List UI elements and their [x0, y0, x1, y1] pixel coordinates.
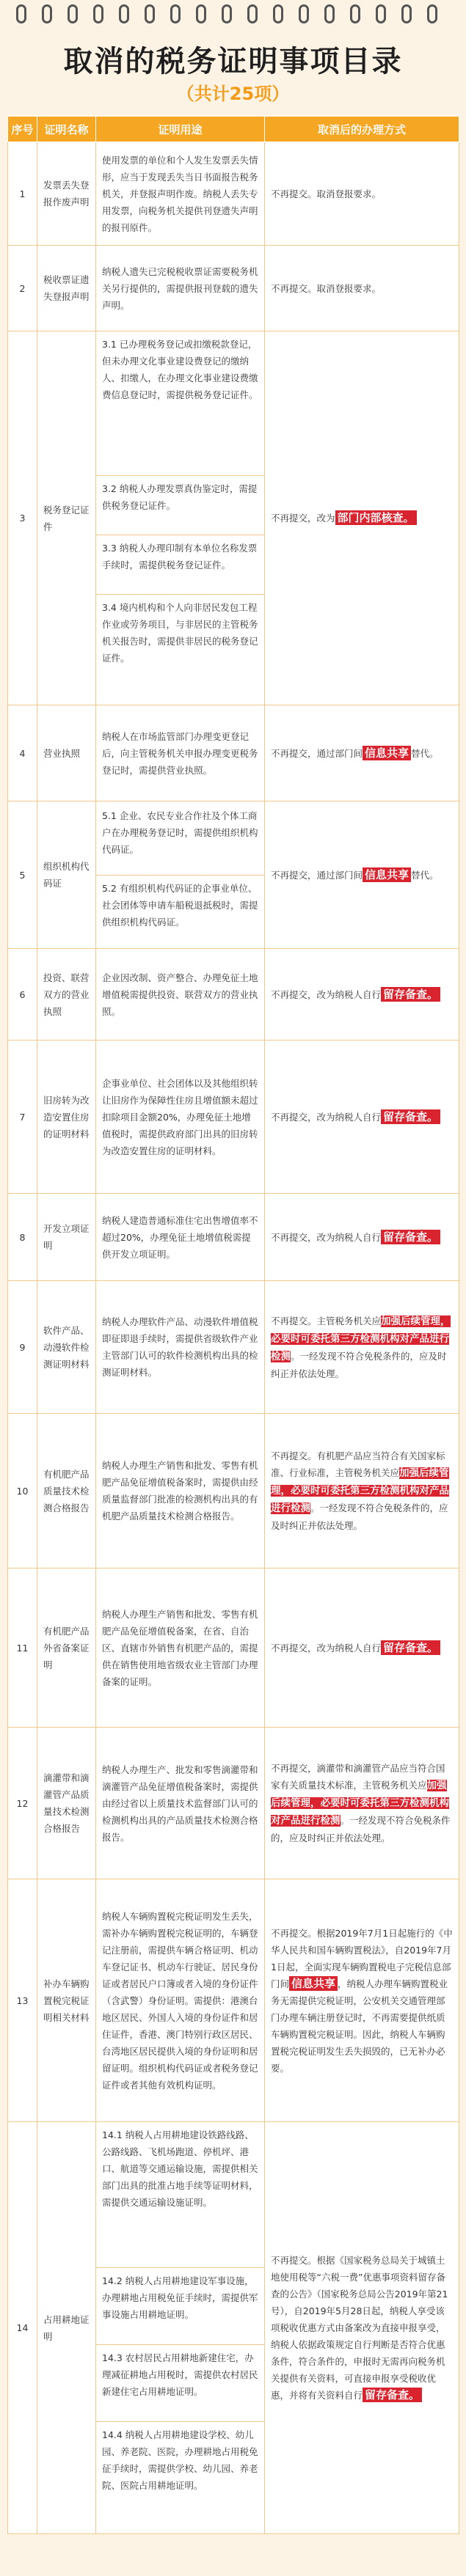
row-no: 2 [8, 246, 37, 331]
row-name: 有机肥产品外省备案证明 [37, 1568, 96, 1728]
use-subitem: 3.1 已办理税务登记或扣缴税款登记，但未办理文化事业建设费登记的缴纳人、扣缴人，在办理文化事业建设费缴费信息登记时，需提供税务登记证件。 [96, 331, 264, 476]
binding-ring-icon [196, 4, 206, 23]
page-subtitle: （共计25项） [176, 84, 290, 104]
after-tail: 替代。 [411, 747, 439, 759]
row-no: 5 [8, 801, 37, 949]
after-text: 不再提交，改为纳税人自行 [271, 1111, 382, 1123]
certificate-table [7, 116, 459, 2534]
row-use: 纳税人办理生产销售和批发、零售有机肥产品免征增值税备案时，需提供由经质量监督部门批准的检测机构出具的有机肥产品质量技术检测合格报告。 [96, 1414, 265, 1568]
after-text: 不再提交。根据《国家税务总局关于城镇土地使用税等“六税一费”优惠事项资料留存备查的公告》（国家税务总局公告2019年第21号），自2019年5月28日起，纳税人享受该项税收优惠方式由备案改为直接申报享受，纳税人依据政策规定自行判断是否符合优惠条件，符合条件的，申报时无需再向税务机关提供有关资料，可直接申报享受税收优惠，并将有关资料自行 [271, 2255, 448, 2401]
row-name: 软件产品、动漫软件检测证明材料 [37, 1281, 96, 1414]
row-name: 投资、联营双方的营业执照 [37, 949, 96, 1041]
row-after [265, 949, 459, 1041]
row-after [265, 1414, 459, 1568]
row-use: 使用发票的单位和个人发生发票丢失情形，应当于发现丢失当日书面报告税务机关，并登报声明作废。纳税人丢失专用发票，向税务机关提供刊登遗失声明的报刊原件。 [96, 142, 265, 246]
row-after [265, 705, 459, 801]
row-name: 有机肥产品质量技术检测合格报告 [37, 1414, 96, 1568]
after-text: 不再提交，通过部门间 [271, 869, 363, 881]
binding-ring-icon [93, 4, 103, 23]
binding-ring-icon [170, 4, 181, 23]
row-use [96, 2122, 265, 2534]
column-header-after: 取消后的办理方式 [265, 117, 459, 142]
row-no: 10 [8, 1414, 37, 1568]
row-name: 营业执照 [37, 705, 96, 801]
after-tail: 替代。 [411, 869, 439, 881]
use-subitem: 5.1 企业、农民专业合作社及个体工商户在办理税务登记时，需提供组织机构代码证。 [96, 803, 264, 876]
highlight-badge: 加强后续管理，必要时可委托第三方检测机构对产品进行检测 [271, 1315, 451, 1362]
row-name: 占用耕地证明 [37, 2122, 96, 2534]
binding-ring-icon [299, 4, 309, 23]
highlight-badge: 加强后续管理，必要时可委托第三方检测机构对产品进行检测 [271, 1467, 449, 1514]
after-text: 不再提交，改为纳税人自行 [271, 1231, 382, 1243]
binding-ring-icon [119, 4, 129, 23]
row-no: 9 [8, 1281, 37, 1414]
row-after: 不再提交。取消登报要求。 [265, 246, 459, 331]
row-name: 滴灌带和滴灌管产品质量技术检测合格报告 [37, 1728, 96, 1879]
highlight-badge: 留存备查。 [381, 1230, 440, 1244]
highlight-badge: 留存备查。 [381, 1640, 440, 1655]
table-header-row [8, 117, 459, 142]
row-no: 8 [8, 1194, 37, 1281]
use-subitem: 14.2 纳税人占用耕地建设军事设施，办理耕地占用税免征手续时，需提供军事设施占用耕地证明。 [96, 2268, 264, 2345]
column-header-use: 证明用途 [96, 117, 265, 142]
row-name: 发票丢失登报作废声明 [37, 142, 96, 246]
row-no: 7 [8, 1041, 37, 1194]
row-name: 补办车辆购置税完税证明相关材料 [37, 1879, 96, 2122]
row-after [265, 1728, 459, 1879]
row-use [96, 331, 265, 705]
after-text: 不再提交。有机肥产品应当符合有关国家标准、行业标准，主管税务机关应 [271, 1450, 445, 1478]
row-use: 纳税人办理生产销售和批发、零售有机肥产品免征增值税备案，在省、自治区、直辖市外销售有机肥产品的，需提供在销售使用地省级农业主管部门办理备案的证明。 [96, 1568, 265, 1728]
after-tail: 。一经发现不符合免税条件的，应及时纠正并依法处理。 [271, 1815, 451, 1843]
row-no: 6 [8, 949, 37, 1041]
use-subitem: 3.4 境内机构和个人向非居民发包工程作业或劳务项目，与非居民的主管税务机关报告时，需提供非居民的税务登记证件。 [102, 602, 258, 664]
binding-ring-icon [68, 4, 78, 23]
row-after: 不再提交。取消登报要求。 [265, 142, 459, 246]
after-text: 不再提交，改为纳税人自行 [271, 988, 382, 1000]
binding-ring-icon [222, 4, 232, 23]
after-text: 不再提交，改为 [271, 513, 335, 524]
table-row [8, 1728, 459, 1879]
row-after [265, 1194, 459, 1281]
table-row [8, 705, 459, 801]
spiral-binding [0, 0, 466, 29]
row-no: 12 [8, 1728, 37, 1879]
after-text: 不再提交。主管税务机关应 [271, 1315, 382, 1326]
row-after [265, 1281, 459, 1414]
highlight-badge: 留存备查。 [381, 987, 440, 1002]
row-use: 企事业单位、社会团体以及其他组织转让旧房作为保障性住房且增值额未超过扣除项目金额20%，办理免征土地增值税时，需提供政府部门出具的旧房转为改造安置住房的证明材料。 [96, 1041, 265, 1194]
highlight-badge: 留存备查。 [381, 1109, 440, 1124]
table-row [8, 142, 459, 246]
binding-ring-icon [324, 4, 335, 23]
row-after [265, 2122, 459, 2534]
column-header-no: 序号 [8, 117, 37, 142]
binding-ring-icon [376, 4, 386, 23]
row-no: 3 [8, 331, 37, 705]
row-no: 11 [8, 1568, 37, 1728]
row-use: 纳税人在市场监管部门办理变更登记后，向主管税务机关申报办理变更税务登记时，需提供营业执照。 [96, 705, 265, 801]
after-tail: 。一经发现不符合免税条件的，应及时纠正并依法处理。 [271, 1350, 447, 1379]
highlight-badge: 部门内部核查。 [335, 510, 417, 525]
row-after [265, 1879, 459, 2122]
row-use: 纳税人办理生产、批发和零售滴灌带和滴灌管产品免征增值税备案时，需提供由经过省以上质量技术监督部门认可的检测机构出具的产品质量技术检测合格报告。 [96, 1728, 265, 1879]
use-subitem: 5.2 有组织机构代码证的企事业单位、社会团体等申请车船税退抵税时，需提供组织机构代码证。 [102, 882, 258, 928]
table-row [8, 801, 459, 949]
row-no: 4 [8, 705, 37, 801]
use-subitem: 3.3 纳税人办理印制有本单位名称发票手续时，需提供税务登记证件。 [96, 535, 264, 595]
table-row [8, 2122, 459, 2534]
column-header-name: 证明名称 [37, 117, 96, 142]
table-row [8, 1281, 459, 1414]
binding-ring-icon [401, 4, 412, 23]
table-row [8, 331, 459, 705]
table-row [8, 1568, 459, 1728]
binding-ring-icon [16, 4, 26, 23]
binding-ring-icon [273, 4, 283, 23]
after-text: 不再提交。根据2019年7月1日起施行的《中华人民共和国车辆购置税法》，自2019年7月1日起，全面实现车辆购置税电子完税信息部门间 [271, 1927, 453, 1989]
binding-ring-icon [145, 4, 155, 23]
row-after [265, 1568, 459, 1728]
row-no: 13 [8, 1879, 37, 2122]
row-use: 纳税人建造普通标准住宅出售增值率不超过20%，办理免征土地增值税需提供开发立项证明。 [96, 1194, 265, 1281]
use-subitem: 3.2 纳税人办理发票真伪鉴定时，需提供税务登记证件。 [96, 476, 264, 535]
use-subitem: 14.1 纳税人占用耕地建设铁路线路、公路线路、飞机场跑道、停机坪、港口、航道等交通运输设施，需提供相关部门出具的批准占地手续等证明材料，需提供交通运输设施证明。 [96, 2122, 264, 2268]
after-text: 不再提交，通过部门间 [271, 747, 363, 759]
highlight-badge: 信息共享 [363, 746, 411, 760]
table-row [8, 1879, 459, 2122]
binding-ring-icon [247, 4, 258, 23]
binding-ring-icon [427, 4, 437, 23]
row-name: 旧房转为改造安置住房的证明材料 [37, 1041, 96, 1194]
row-name: 开发立项证明 [37, 1194, 96, 1281]
highlight-badge: 信息共享 [363, 867, 411, 882]
table-row [8, 1414, 459, 1568]
row-after [265, 331, 459, 705]
page-title: 取消的税务证明事项目录 [63, 45, 403, 78]
row-after [265, 1041, 459, 1194]
row-after [265, 801, 459, 949]
row-use: 纳税人遗失已完税税收票证需要税务机关另行提供的，需提供报刊登载的遗失声明。 [96, 246, 265, 331]
highlight-badge: 加强后续管理，必要时可委托第三方检测机构对产品进行检测 [271, 1780, 449, 1827]
after-text: 不再提交，滴灌带和滴灌管产品应当符合国家有关质量技术标准，主管税务机关应 [271, 1763, 445, 1791]
row-use [96, 801, 265, 949]
table-row [8, 1194, 459, 1281]
use-subitem: 14.4 纳税人占用耕地建设学校、幼儿园、养老院、医院，办理耕地占用税免征手续时，需提供学校、幼儿园、养老院、医院占用耕地证明。 [102, 2429, 258, 2491]
highlight-badge: 信息共享 [289, 1976, 338, 1991]
row-use: 企业因改制、资产整合、办理免征土地增值税需提供投资、联营双方的营业执照。 [96, 949, 265, 1041]
after-text: 不再提交，改为纳税人自行 [271, 1642, 382, 1654]
binding-ring-icon [42, 4, 52, 23]
binding-ring-icon [350, 4, 360, 23]
highlight-badge: 留存备查。 [363, 2388, 422, 2402]
row-name: 组织机构代码证 [37, 801, 96, 949]
row-name: 税收票证遗失登报声明 [37, 246, 96, 331]
use-subitem: 14.3 农村居民占用耕地新建住宅，办理减征耕地占用税时，需提供农村居民新建住宅占用耕地证明。 [96, 2345, 264, 2422]
row-name: 税务登记证件 [37, 331, 96, 705]
table-row [8, 949, 459, 1041]
after-tail: ，纳税人办理车辆购置税业务无需提供完税证明，公安机关交通管理部门办理车辆注册登记时，不再需要提供纸质车辆购置税完税证明。因此，纳税人车辆购置税完税证明发生丢失损毁的，已无补办必要。 [271, 1978, 448, 2074]
after-tail: 。一经发现不符合免税条件的，应及时纠正并依法处理。 [271, 1502, 448, 1531]
row-no: 1 [8, 142, 37, 246]
table-row [8, 1041, 459, 1194]
row-use: 纳税人车辆购置税完税证明发生丢失，需补办车辆购置税完税证明的，车辆登记注册前，需提供车辆合格证明、机动车登记证书、机动车行驶证、居民身份证或者居民户口簿或者入境的身份证件（含武警）身份证明。需提供：港澳台地区居民、外国人入境的身份证件和居住证件，香港、澳门特别行政区居民、台湾地区居民提供入境的身份证明和居留证明。组织机构代码证或者税务登记证件或者其他有效机构证明。 [96, 1879, 265, 2122]
row-no: 14 [8, 2122, 37, 2534]
table-row [8, 246, 459, 331]
row-use: 纳税人办理软件产品、动漫软件增值税即征即退手续时，需提供省级软件产业主管部门认可的软件检测机构出具的检测证明材料。 [96, 1281, 265, 1414]
